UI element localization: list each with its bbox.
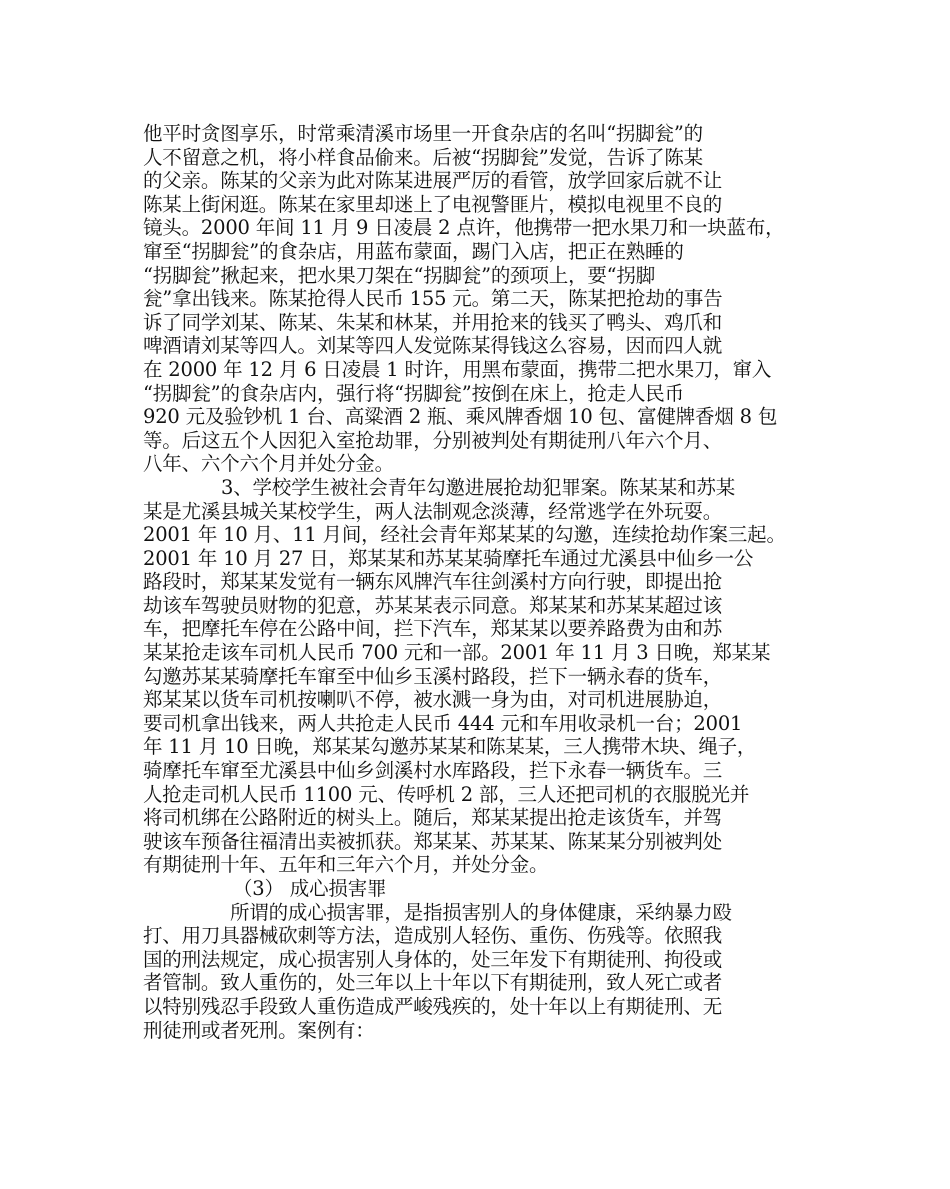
text-line: 勾邀苏某某骑摩托车窜至中仙乡玉溪村路段，拦下一辆永春的货车， <box>143 664 723 688</box>
text-line: 劫该车驾驶员财物的犯意，苏某某表示同意。郑某某和苏某某超过该 <box>143 593 723 617</box>
text-line: 将司机绑在公路附近的树头上。随后，郑某某提出抢走该货车，并驾 <box>143 806 723 830</box>
text-line: 2001 年 10 月、11 月间，经社会青年郑某某的勾邀，连续抢劫作案三起。 <box>143 523 786 547</box>
text-line: 他平时贪图享乐，时常乘清溪市场里一开食杂店的名叫“拐脚瓮”的 <box>143 122 703 145</box>
text-line: 打、用刀具器械砍刺等方法，造成别人轻伤、重伤、伤残等。依照我 <box>143 924 723 948</box>
text-line: 陈某上街闲逛。陈某在家里却迷上了电视警匪片，模拟电视里不良的 <box>143 192 723 216</box>
text-line: 国的刑法规定，成心损害别人身体的，处三年发下有期徒刑、拘役或 <box>143 947 723 971</box>
text-line: 人抢走司机人民币 1100 元、传呼机 2 部，三人还把司机的衣服脱光并 <box>143 782 750 806</box>
text-line: 要司机拿出钱来，两人共抢走人民币 444 元和车用收录机一台；2001 <box>143 711 743 735</box>
paragraph-robbery-case-3 <box>143 476 818 877</box>
text-line: 窜至“拐脚瓮”的食杂店，用蓝布蒙面，踢门入店，把正在熟睡的 <box>143 239 684 263</box>
text-line: 某某抢走该车司机人民币 700 元和一部。2001 年 11 月 3 日晚，郑某某 <box>143 641 771 665</box>
text-line: 在 2000 年 12 月 6 日凌晨 1 时许，用黑布蒙面，携带二把水果刀，窜入 <box>143 357 772 381</box>
paragraph-intentional-injury <box>143 901 818 1043</box>
text-line: 郑某某以货车司机按喇叭不停，被水溅一身为由，对司机进展胁迫， <box>143 688 723 712</box>
text-line: 啤酒请刘某等四人。刘某等四人发觉陈某得钱这么容易，因而四人就 <box>143 334 723 358</box>
text-line: 骑摩托车窜至尤溪县中仙乡剑溪村水库路段，拦下永春一辆货车。三 <box>143 759 723 783</box>
text-line: “拐脚瓮”的食杂店内，强行将“拐脚瓮”按倒在床上，抢走人民币 <box>143 381 684 405</box>
section-heading: （3） 成心损害罪 <box>233 877 387 900</box>
text-line: 3、学校学生被社会青年勾邀进展抢劫犯罪案。陈某某和苏某 <box>221 475 736 499</box>
text-line: 以特别残忍手段致人重伤造成严峻残疾的，处十年以上有期徒刑、无 <box>143 994 723 1018</box>
text-line: 者管制。致人重伤的，处三年以上十年以下有期徒刑，致人死亡或者 <box>143 971 723 995</box>
text-line: 八年、六个六个月并处分金。 <box>143 452 394 476</box>
text-line: 驶该车预备往福清出卖被抓获。郑某某、苏某某、陈某某分别被判处 <box>143 829 723 853</box>
text-line: 路段时，郑某某发觉有一辆东风牌汽车往剑溪村方向行驶，即提出抢 <box>143 570 723 594</box>
text-line: 有期徒刑十年、五年和三年六个月，并处分金。 <box>143 853 549 877</box>
text-line: 刑徒刑或者死刑。案例有： <box>143 1018 375 1042</box>
text-line: 年 11 月 10 日晚，郑某某勾邀苏某某和陈某某，三人携带木块、绳子， <box>143 735 757 759</box>
text-line: 2001 年 10 月 27 日，郑某某和苏某某骑摩托车通过尤溪县中仙乡一公 <box>143 546 754 570</box>
text-line: 车，把摩托车停在公路中间，拦下汽车，郑某某以要养路费为由和苏 <box>143 617 723 641</box>
text-line: 某是尤溪县城关某校学生，两人法制观念淡薄，经常逃学在外玩耍。 <box>143 499 723 523</box>
text-line: 瓮”拿出钱来。陈某抢得人民币 155 元。第二天，陈某把抢劫的事告 <box>143 287 723 311</box>
text-line: 诉了同学刘某、陈某、朱某和林某，并用抢来的钱买了鸭头、鸡爪和 <box>143 310 723 334</box>
text-line: 等。后这五个人因犯入室抢劫罪，分别被判处有期徒刑八年六个月、 <box>143 428 723 452</box>
text-line: 920 元及验钞机 1 台、高粱酒 2 瓶、乘风牌香烟 10 包、富健牌香烟 8 包 <box>143 405 778 429</box>
text-line: 的父亲。陈某的父亲为此对陈某进展严厉的看管，放学回家后就不让 <box>143 169 723 193</box>
text-line: “拐脚瓮”揪起来，把水果刀架在“拐脚瓮”的颈项上，要“拐脚 <box>143 263 656 287</box>
text-line: 所谓的成心损害罪，是指损害别人的身体健康，采纳暴力殴 <box>230 900 732 924</box>
paragraph-robbery-case-2 <box>143 122 818 476</box>
text-line: 镜头。2000 年间 11 月 9 日凌晨 2 点许，他携带一把水果刀和一块蓝布， <box>143 216 785 240</box>
body-text <box>143 122 818 1042</box>
text-line: 人不留意之机，将小样食品偷来。后被“拐脚瓮”发觉，告诉了陈某 <box>143 145 703 169</box>
